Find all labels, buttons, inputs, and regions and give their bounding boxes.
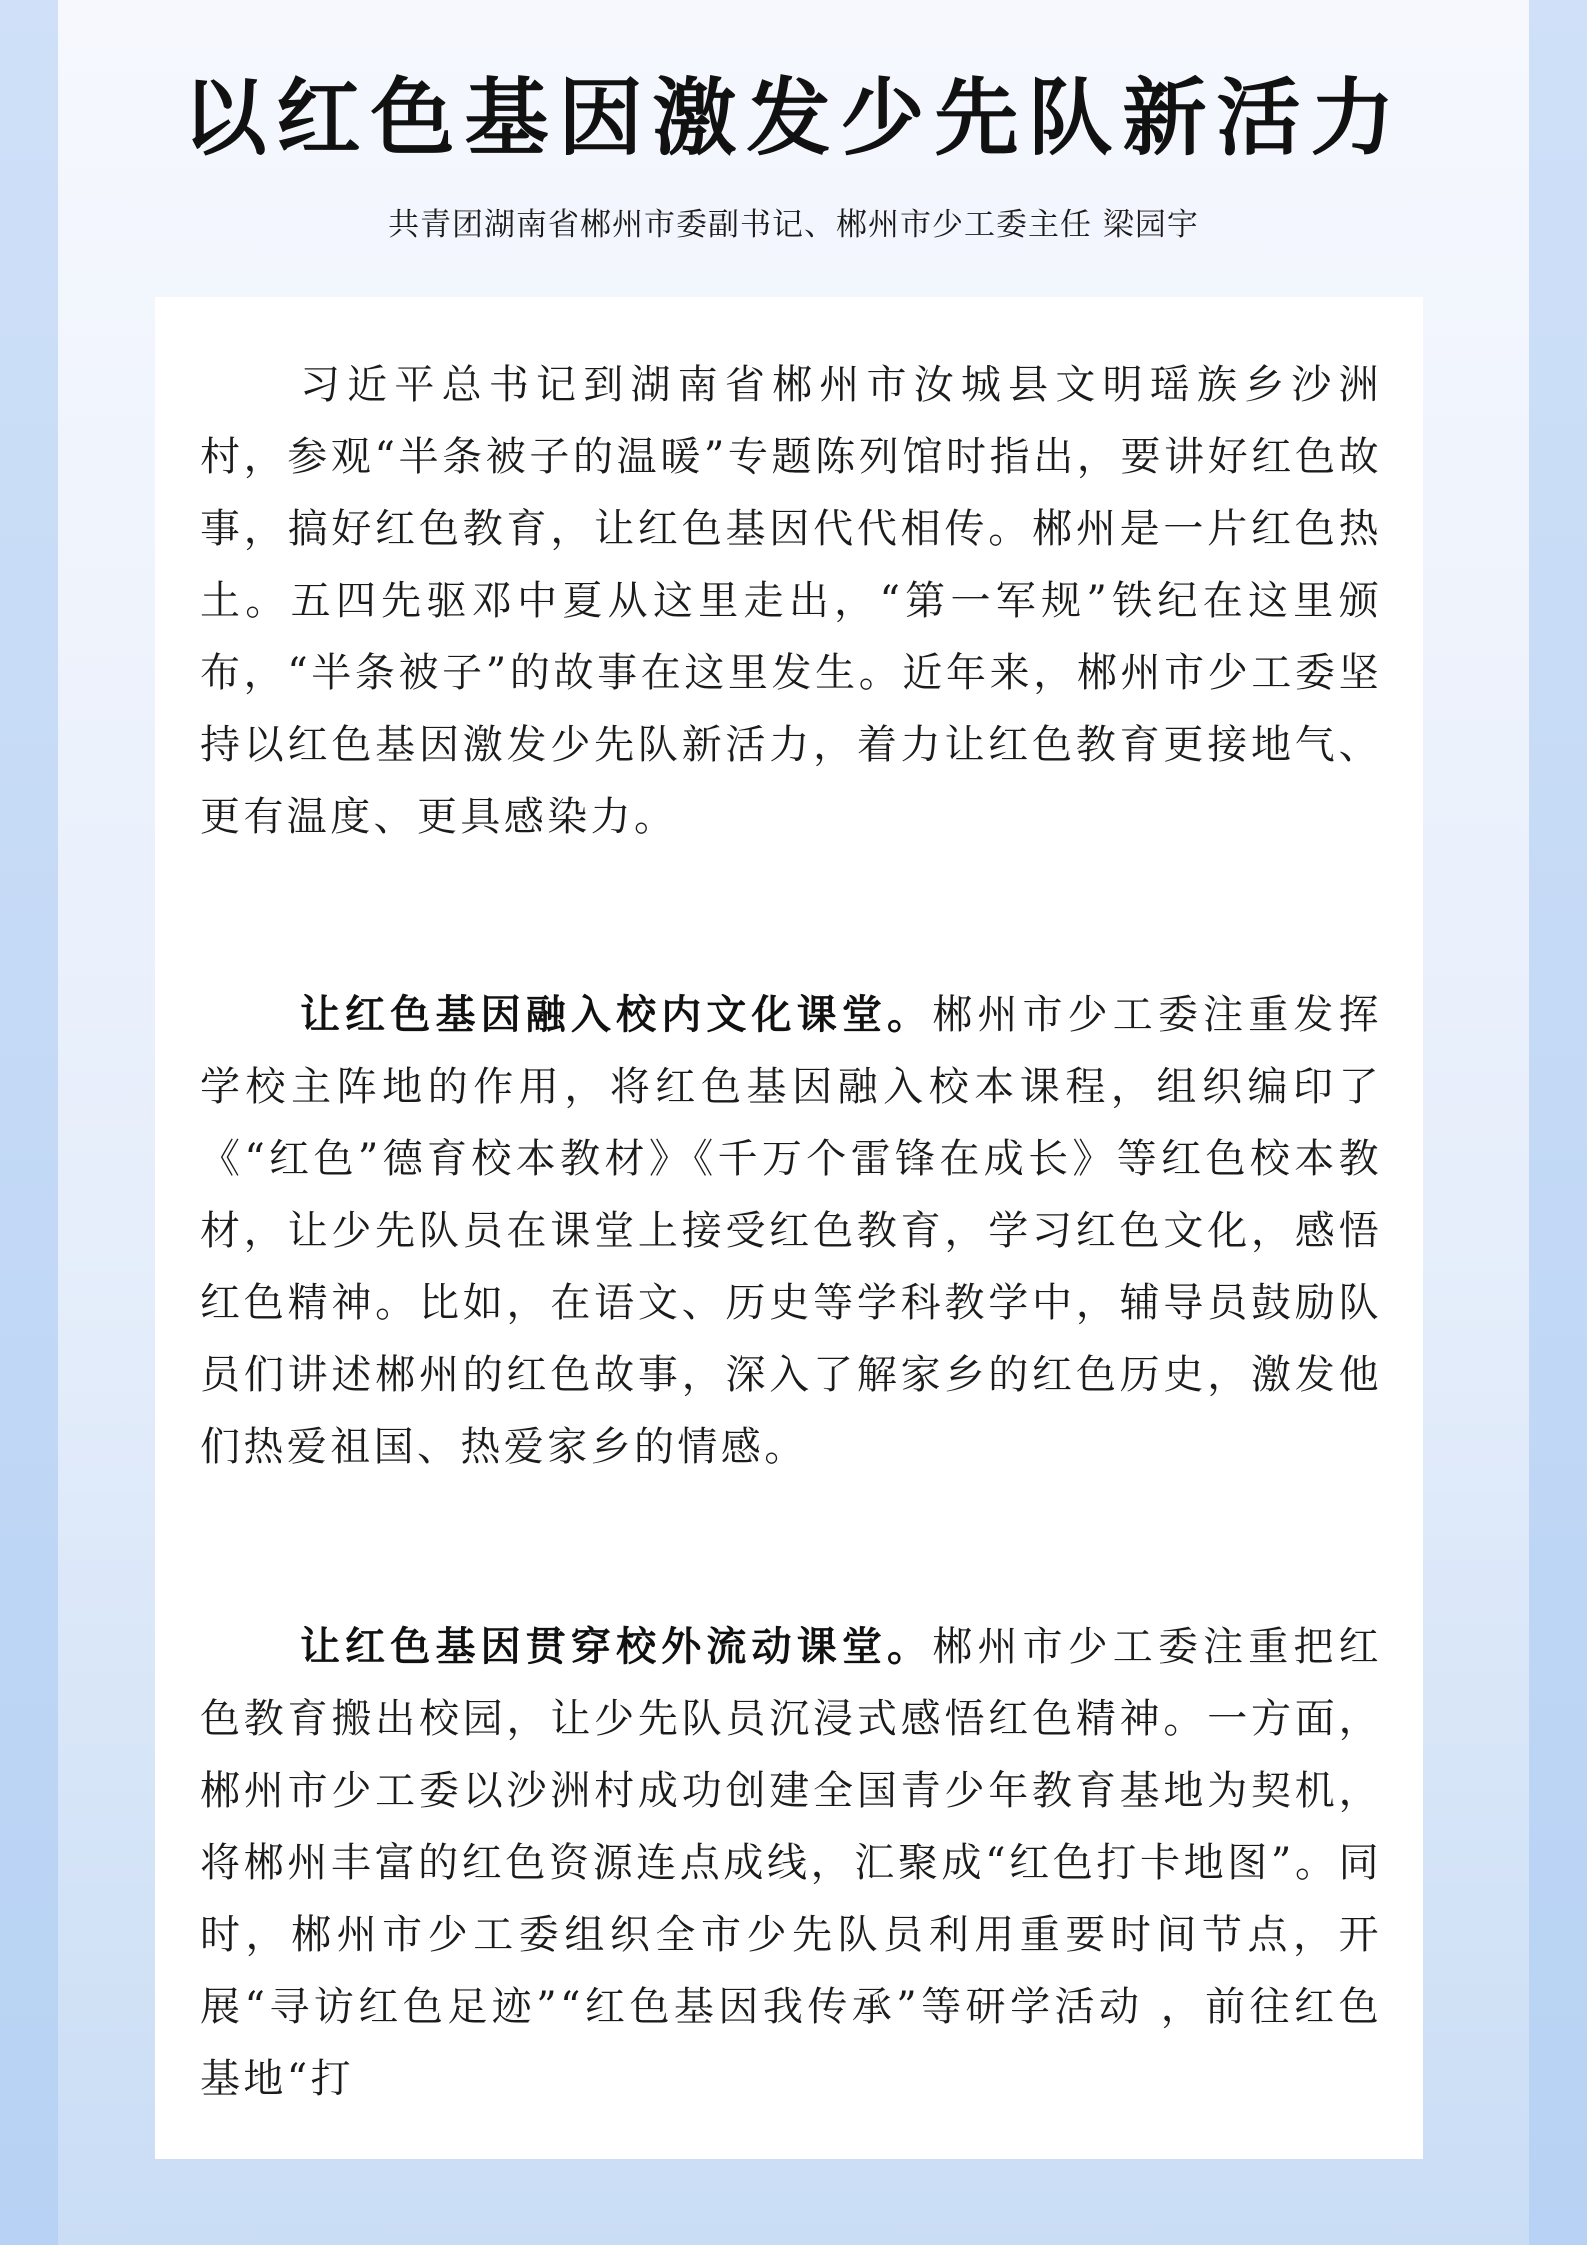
article-paragraph — [200, 349, 1382, 853]
left-side-band — [0, 0, 58, 2245]
right-side-band — [1529, 0, 1587, 2245]
paragraph-lead-heading: 让红色基因贯穿校外流动课堂。 — [300, 1624, 933, 1670]
paragraph-text: 习近平总书记到湖南省郴州市汝城县文明瑶族乡沙洲村，参观“半条被子的温暖”专题陈列馆时指出，要讲好红色故事，搞好红色教育，让红色基因代代相传。郴州是一片红色热土。五四先驱邓中夏从这里走出，“第一军规”铁纪在这里颁布，“半条被子”的故事在这里发生。近年来，郴州市少工委坚持以红色基因激发少先队新活力，着力让红色教育更接地气、更有温度、更具感染力。 — [200, 362, 1382, 840]
article-title: 以红色基因激发少先队新活力 — [182, 69, 1405, 167]
article-paragraph — [200, 1611, 1382, 2151]
paragraph-text: 郴州市少工委注重把红色教育搬出校园，让少先队员沉浸式感悟红色精神。一方面，郴州市少工委以沙洲村成功创建全国青少年教育基地为契机，将郴州丰富的红色资源连点成线，汇聚成“红色打卡地图”。同时，郴州市少工委组织全市少先队员利用重要时间节点，开展“寻访红色足迹”“红色基因我传承”等研学活动 ，前往红色基地“打 — [200, 1624, 1382, 2102]
paragraph-text: 郴州市少工委注重发挥学校主阵地的作用，将红色基因融入校本课程，组织编印了《“红色”德育校本教材》《千万个雷锋在成长》等红色校本教材，让少先队员在课堂上接受红色教育，学习红色文化，感悟红色精神。比如，在语文、历史等学科教学中，辅导员鼓励队员们讲述郴州的红色故事，深入了解家乡的红色历史，激发他们热爱祖国、热爱家乡的情感。 — [200, 992, 1382, 1470]
article-paragraph — [200, 979, 1382, 1483]
paragraph-lead-heading: 让红色基因融入校内文化课堂。 — [300, 992, 933, 1038]
document-page — [58, 0, 1529, 2245]
author-byline: 共青团湖南省郴州市委副书记、郴州市少工委主任 梁园宇 — [388, 207, 1199, 243]
article-body-panel — [155, 297, 1423, 2159]
